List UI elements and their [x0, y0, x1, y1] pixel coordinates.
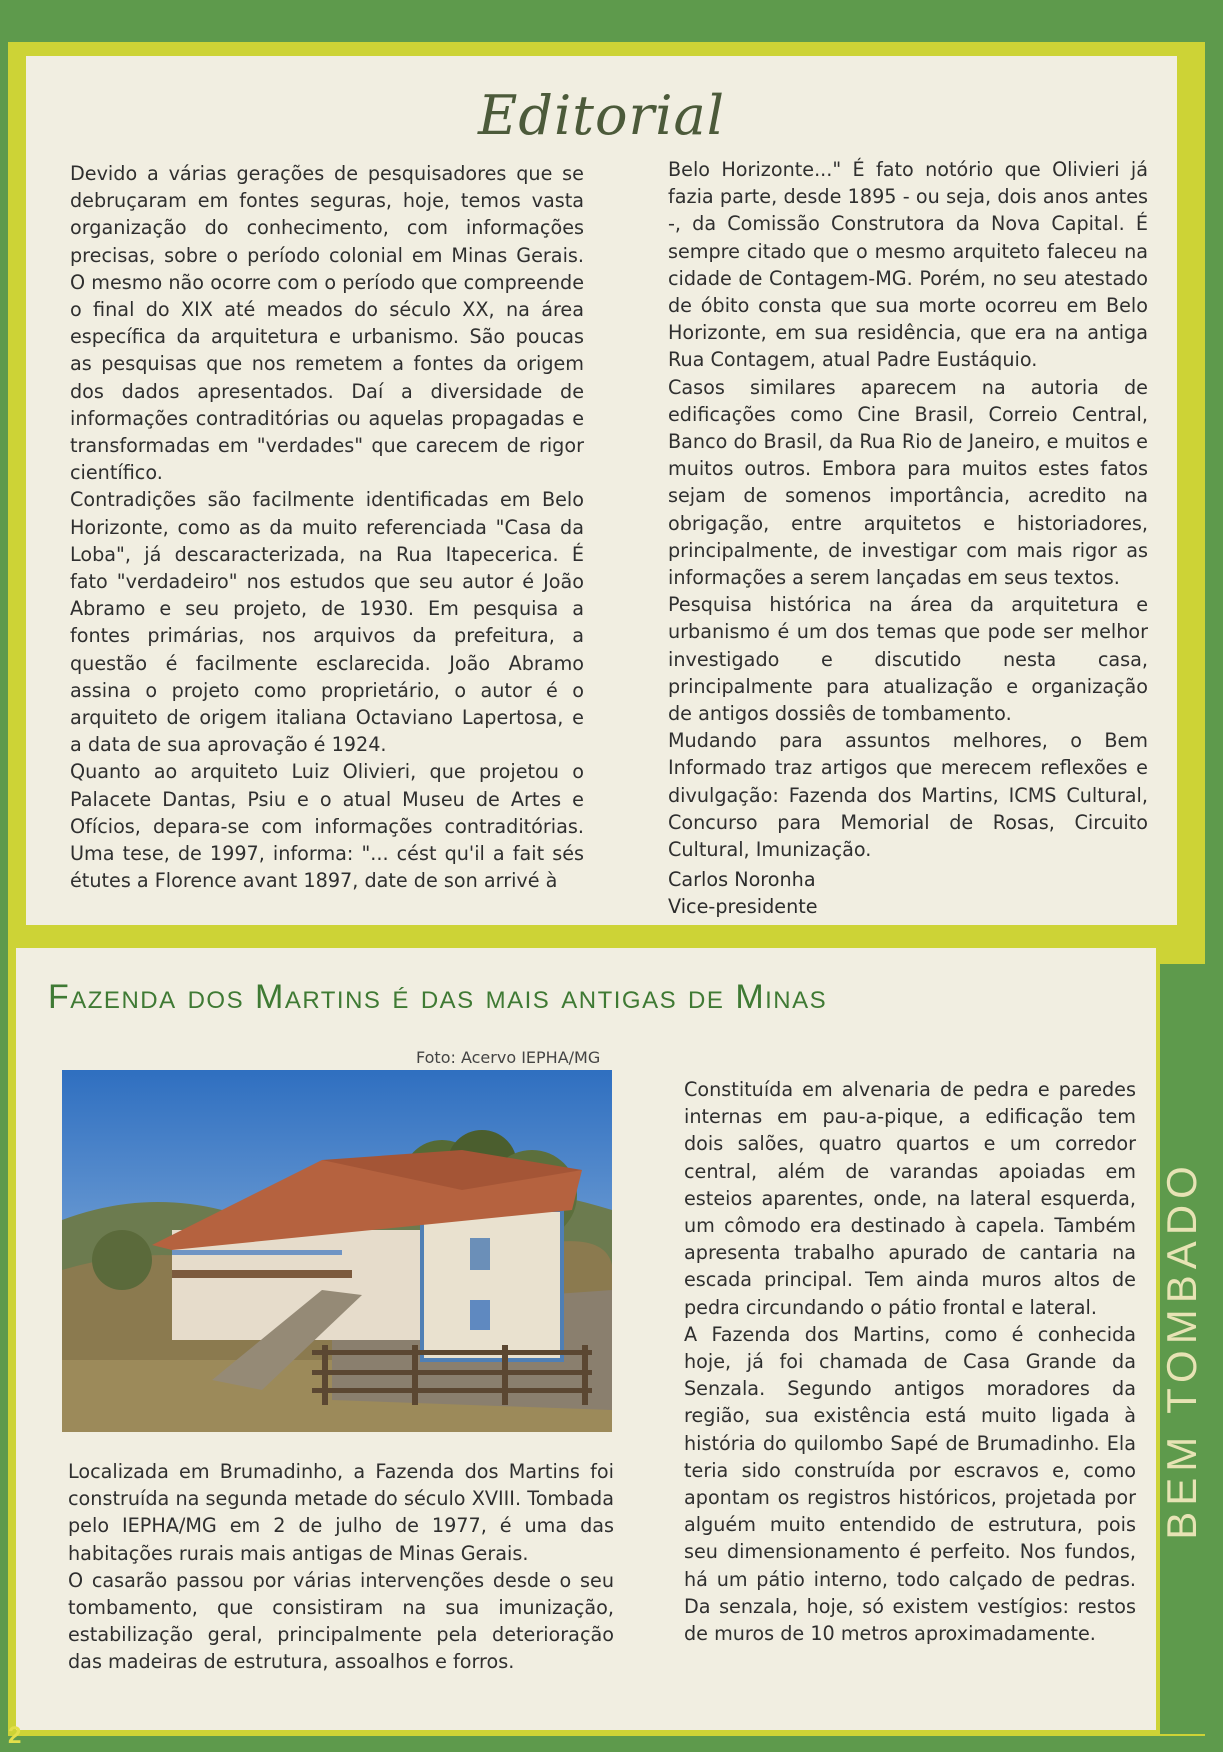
page-number: 2 [8, 1722, 22, 1749]
signature-name: Carlos Noronha [668, 868, 816, 891]
fazenda-frame [8, 942, 1205, 1736]
signature [668, 866, 818, 920]
editorial-column-right [668, 156, 1148, 863]
editorial-paragraph: Contradições são facilmente identificadas em Belo Horizonte, como as da muito referenciada "Casa da Loba", já descaracterizada, na Rua Itapecerica. É fato "verdadeiro" nos estudos que seu autor é João Abramo e seu projeto, de 1930. Em pesquisa a fontes primárias, nos arquivos da prefeitura, a questão é facilmente esclarecida. João Abramo assina o projeto como proprietário, o autor é o arquiteto de origem italiana Octaviano Lapertosa, e a data de sua aprovação é 1924. [70, 488, 584, 757]
fazenda-panel [16, 948, 1156, 1730]
article-paragraph: O casarão passou por várias intervenções desde o seu tombamento, que consistiram na sua imunização, estabilização geral, principalmente pela deterioração das madeiras de estrutura, assoalhos e forros. [68, 1568, 614, 1674]
article-column-left [68, 1458, 614, 1676]
editorial-paragraph: Devido a várias gerações de pesquisadores que se debruçaram em fontes seguras, hoje, temos vasta organização do conhecimento, com informações precisas, sobre o período colonial em Minas Gerais. O mesmo não ocorre com o período que compreende o final do XIX até meados do século XX, na área específica da arquitetura e urbanismo. São poucas as pesquisas que nos remetem a fontes da origem dos dados apresentados. Daí a diversidade de informações contraditórias ou aquelas propagadas e transformadas em "verdades" que carecem de rigor científico. [70, 162, 584, 485]
section-tab-label: BEM TOMBADO [1158, 1160, 1205, 1540]
editorial-title: Editorial [477, 84, 726, 147]
editorial-panel [26, 56, 1177, 925]
editorial-paragraph: Pesquisa histórica na área da arquitetura e urbanismo é um dos temas que pode ser melhor investigado e discutido nesta casa, principalmente para atualização e organização de antigos dossiês de tombamento. [668, 593, 1148, 726]
editorial-paragraph: Belo Horizonte..." É fato notório que Olivieri já fazia parte, desde 1895 - ou seja, dois anos antes -, da Comissão Construtora da Nova Capital. É sempre citado que o mesmo arquiteto faleceu na cidade de Contagem-MG. Porém, no seu atestado de óbito consta que sua morte ocorreu em Belo Horizonte, em sua residência, que era na antiga Rua Contagem, atual Padre Eustáquio. [668, 158, 1148, 372]
article-headline: Fazenda dos Martins é das mais antigas de Minas [48, 978, 828, 1016]
article-paragraph: A Fazenda dos Martins, como é conhecida hoje, já foi chamada de Casa Grande da Senzala. Segundo antigos moradores da região, sua existência está muito ligada à história do quilombo Sapé de Brumadinho. Ela teria sido construída por escravos e, como apontam os registros históricos, projetada por alguém muito entendido de estrutura, pois seu dimensionamento é perfeito. Nos fundos, há um pátio interno, todo calçado de pedras. Da senzala, hoje, só existem vestígios: restos de muros de 10 metros aproximadamente. [684, 1322, 1136, 1646]
farmhouse-illustration [62, 1070, 612, 1432]
editorial-paragraph: Casos similares aparecem na autoria de edificações como Cine Brasil, Correio Central, Banco do Brasil, da Rua Rio de Janeiro, e muitos e muitos outros. Embora para muitos estes fatos sejam de somenos importância, acredito na obrigação, entre arquitetos e historiadores, principalmente, de investigar com mais rigor as informações a serem lançadas em seus textos. [668, 375, 1148, 590]
editorial-column-left [70, 160, 584, 894]
signature-role: Vice-presidente [668, 895, 818, 918]
photo-credit: Foto: Acervo IEPHA/MG [416, 1048, 601, 1067]
editorial-paragraph: Quanto ao arquiteto Luiz Olivieri, que projetou o Palacete Dantas, Psiu e o atual Museu de Artes e Ofícios, depara-se com informações contraditórias. Uma tese, de 1997, informa: "... cést qu'il a fait sés étutes a Florence avant 1897, date de son arrivé à [70, 760, 584, 893]
footer-strip [0, 1738, 1223, 1752]
article-paragraph: Constituída em alvenaria de pedra e paredes internas em pau-a-pique, a edificação tem dois salões, quatro quartos e um corredor central, além de varandas apoiadas em esteios aparentes, onde, na lateral esquerda, um cômodo era destinado à capela. Também apresenta trabalho apurado de cantaria na escada principal. Tem ainda muros altos de pedra circundando o pátio frontal e lateral. [684, 1078, 1136, 1319]
editorial-frame [8, 42, 1205, 942]
editorial-paragraph: Mudando para assuntos melhores, o Bem Informado traz artigos que merecem reflexões e divulgação: Fazenda dos Martins, ICMS Cultural, Concurso para Memorial de Rosas, Circuito Cultural, Imunização. [668, 729, 1148, 862]
farmhouse-photo [62, 1070, 612, 1432]
article-column-right [684, 1076, 1136, 1647]
article-paragraph: Localizada em Brumadinho, a Fazenda dos Martins foi construída na segunda metade do século XVIII. Tombada pelo IEPHA/MG em 2 de julho de 1977, é uma das habitações rurais mais antigas de Minas Gerais. [68, 1460, 614, 1565]
